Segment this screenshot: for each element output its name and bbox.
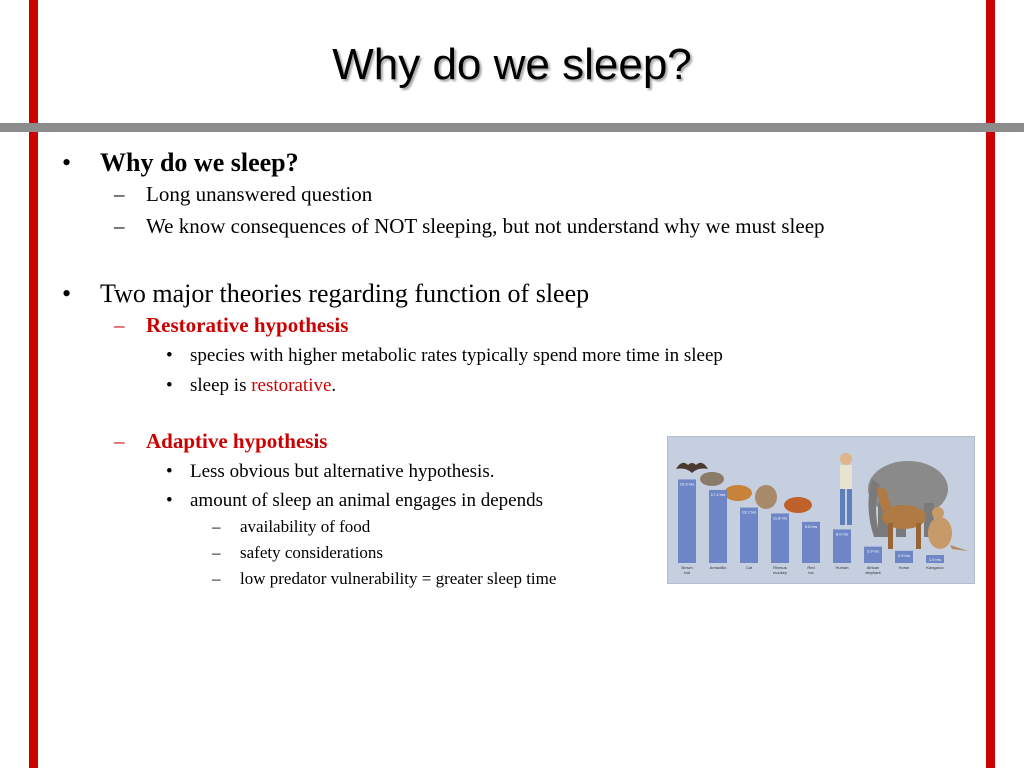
category-label-4: Red fox bbox=[807, 565, 815, 575]
bar-value-label-8: 1.9 hrs bbox=[928, 557, 942, 563]
highlight-restorative: restorative bbox=[251, 375, 332, 396]
subpoint-text: safety considerations bbox=[240, 543, 384, 562]
sub-bullet-text: We know consequences of NOT sleeping, but not understand why we must sleep bbox=[146, 214, 825, 238]
bullet-two-theories bbox=[62, 279, 852, 309]
fox-illustration bbox=[784, 497, 812, 513]
right-red-border bbox=[986, 0, 995, 768]
dash-marker: – bbox=[212, 543, 221, 562]
sub-bullet-long-unanswered bbox=[62, 182, 852, 207]
bar-value-label-6: 3.9 hrs bbox=[866, 548, 880, 554]
sub-bullet-text: Long unanswered question bbox=[146, 182, 373, 206]
bar-value-label-7: 2.9 hrs bbox=[897, 552, 911, 558]
monkey-illustration bbox=[755, 485, 777, 509]
point-text: Less obvious but alternative hypothesis. bbox=[190, 461, 495, 482]
bullet-marker: • bbox=[166, 461, 173, 482]
sleep-duration-figure bbox=[667, 436, 975, 584]
category-label-8: Kangaroo bbox=[926, 565, 944, 570]
bar-3 bbox=[771, 513, 789, 563]
category-label-5: Human bbox=[835, 565, 849, 570]
point-suffix: . bbox=[331, 375, 337, 396]
sub-bullet-restorative bbox=[62, 313, 852, 338]
point-text: sleep is bbox=[190, 375, 252, 396]
armadillo-illustration bbox=[700, 472, 724, 486]
human-illustration bbox=[840, 453, 852, 525]
sleep-hours-chart bbox=[668, 437, 974, 583]
sub-bullet-heading: Adaptive hypothesis bbox=[146, 429, 328, 453]
bullet-text: Why do we sleep? bbox=[100, 148, 299, 177]
point-restorative bbox=[62, 374, 852, 397]
bullet-text: Two major theories regarding function of sleep bbox=[100, 279, 590, 308]
bullet-marker: • bbox=[166, 345, 173, 366]
bullet-marker: • bbox=[166, 490, 173, 511]
bar-0 bbox=[678, 479, 696, 563]
title-divider bbox=[0, 123, 1024, 132]
category-label-6: African elephant bbox=[865, 565, 881, 575]
dash-marker: – bbox=[114, 313, 125, 337]
category-label-7: Horse bbox=[898, 565, 910, 570]
point-text: species with higher metabolic rates typically spend more time in sleep bbox=[190, 345, 723, 366]
sub-bullet-consequences bbox=[62, 214, 852, 239]
bar-1 bbox=[709, 490, 727, 563]
category-label-3: Rhesus monkey bbox=[772, 565, 788, 575]
category-label-1: Armadillo bbox=[709, 565, 727, 570]
bar-value-label-3: 11.8 hrs bbox=[772, 515, 788, 521]
category-labels-layer bbox=[681, 565, 944, 575]
cat-illustration bbox=[724, 485, 752, 501]
sub-bullet-heading: Restorative hypothesis bbox=[146, 313, 349, 337]
kangaroo-illustration bbox=[928, 507, 968, 551]
bat-illustration bbox=[676, 463, 708, 473]
bar-value-label-5: 8.0 hrs bbox=[835, 531, 849, 537]
bullet-why-sleep bbox=[62, 148, 852, 178]
bullet-marker: • bbox=[62, 279, 72, 308]
category-label-0: Brown bat bbox=[681, 565, 693, 575]
slide-title: Why do we sleep? bbox=[332, 40, 692, 89]
subpoint-text: low predator vulnerability = greater sleep time bbox=[240, 569, 557, 588]
dash-marker: – bbox=[212, 517, 221, 536]
dash-marker: – bbox=[212, 569, 221, 588]
bullet-marker: • bbox=[62, 148, 72, 177]
dash-marker: – bbox=[114, 182, 125, 206]
bar-2 bbox=[740, 508, 758, 563]
bar-value-label-2: 13.2 hrs bbox=[741, 509, 757, 515]
bullet-marker: • bbox=[166, 375, 173, 396]
bar-value-label-4: 9.8 hrs bbox=[804, 523, 818, 529]
dash-marker: – bbox=[114, 214, 125, 238]
dash-marker: – bbox=[114, 429, 125, 453]
subpoint-text: availability of food bbox=[240, 517, 371, 536]
bar-value-label-0: 19.9 hrs bbox=[679, 481, 695, 487]
left-red-border bbox=[29, 0, 38, 768]
category-label-2: Cat bbox=[745, 565, 753, 570]
point-text: amount of sleep an animal engages in depends bbox=[190, 490, 543, 511]
bar-value-label-1: 17.4 hrs bbox=[710, 491, 726, 497]
point-metabolic-rates bbox=[62, 344, 790, 367]
